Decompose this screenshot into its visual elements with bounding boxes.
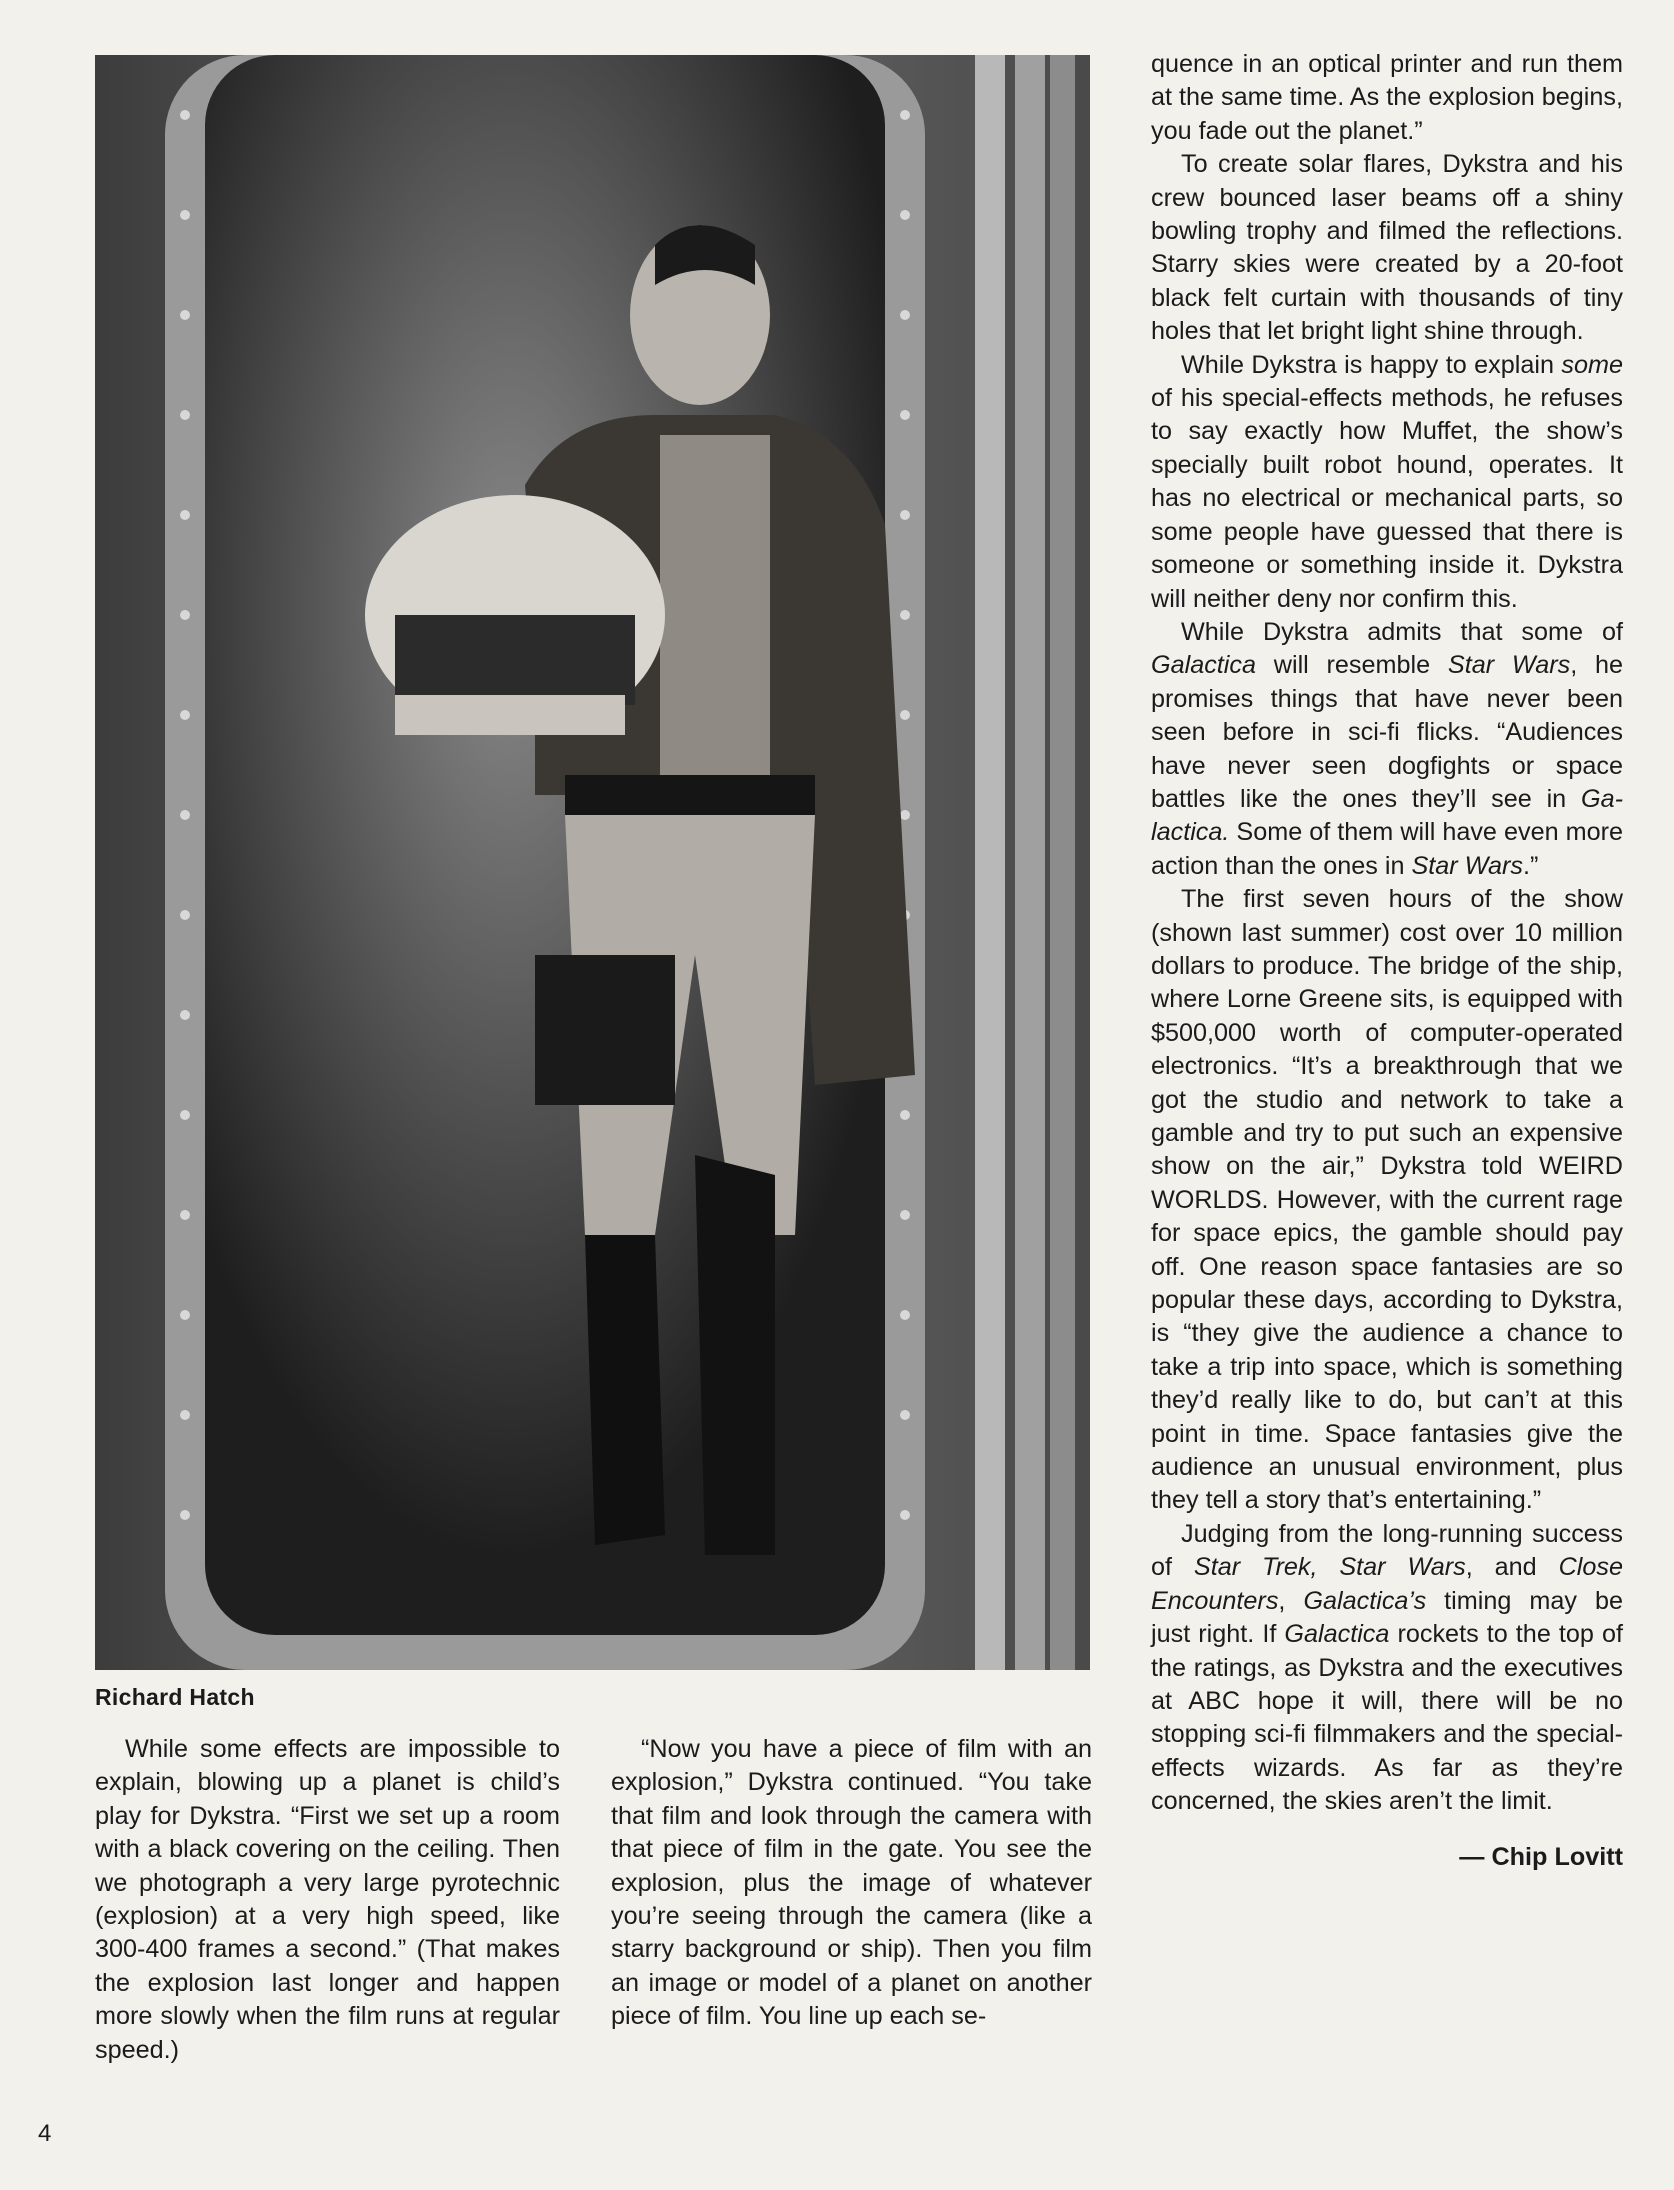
author-signature: — Chip Lovitt (1459, 1842, 1623, 1871)
photo-richard-hatch (95, 55, 1090, 1670)
text-run: , (1278, 1586, 1304, 1615)
text-run: Judging from the long-running success of (1151, 1519, 1623, 1582)
article-column-left (95, 1733, 560, 2067)
photo-caption: Richard Hatch (95, 1684, 255, 1710)
article-column-right (1151, 48, 1623, 1874)
paragraph: The first seven hours of the show (shown last summer) cost over 10 million dollars to produce. The bridge of the ship, where Lorne Greene sits, is equipped with $500,000 worth of computer-operated electronics. “It’s a breakthrough that we got the studio and network to take a gamble and try to put such an expensive show on the air,” Dykstra told WEIRD WORLDS. However, with the current rage for space epics, the gamble should pay off. One reason space fantasies are so popular these days, according to Dykstra, is “they give the audience a chance to take a trip into space, which is something they’d really like to do, but can’t at this point in time. Space fantasies give the audience an unusual environment, plus they tell a story that’s entertaining.” (1151, 885, 1623, 1515)
text-run: , and (1465, 1553, 1559, 1582)
emphasis: Galactica. (1151, 784, 1623, 847)
paragraph: “Now you have a piece of film with an explosion,” Dykstra continued. “You take that film and look through the camera with that piece of film in the gate. You see the explosion, plus the image of whatever you’re seeing through the camera (like a starry background or ship). Then you film an image or model of a planet on another piece of film. You line up each se- (611, 1735, 1092, 2031)
text-run: While Dykstra is happy to explain (1181, 350, 1562, 379)
text-run: timing may be just right. If (1151, 1586, 1623, 1649)
emphasis: Galactica’s (1303, 1586, 1427, 1615)
page-number: 4 (38, 2120, 52, 2147)
text-run: .” (1522, 851, 1539, 880)
text-run: , he promises things that have never been seen before in sci-fi flicks. “Audiences have never seen dogfights or space battles like the ones they’ll see in (1151, 651, 1624, 813)
paragraph (1151, 349, 1623, 616)
article-column-middle (611, 1733, 1092, 2034)
text-run: Some of them will have even more action than the ones in (1151, 818, 1623, 880)
text-run: rockets to the top of the ratings, as Dykstra and the executives at ABC hope it will, there will be no stopping sci-fi filmmakers and the special-effects wizards. As far as they’re concerned, the skies aren’t the limit. (1151, 1620, 1623, 1816)
emphasis: Galactica (1151, 651, 1256, 680)
emphasis: Star Wars (1411, 851, 1523, 880)
emphasis: Star Trek, Star Wars (1193, 1553, 1466, 1582)
emphasis: Close Encounters (1151, 1553, 1623, 1615)
text-run: While Dykstra admits that some of (1181, 617, 1623, 646)
emphasis: some (1561, 350, 1623, 379)
paragraph: quence in an optical printer and run them at the same time. As the explosion begins, you fade out the planet.” (1151, 50, 1623, 145)
text-run: will resemble (1256, 651, 1448, 680)
paragraph: To create solar flares, Dykstra and his crew bounced laser beams off a shiny bowling trophy and filmed the reflections. Starry skies were created by a 20-foot black felt curtain with thousands of tiny holes that let bright light shine through. (1151, 150, 1623, 346)
emphasis: Galactica (1284, 1620, 1390, 1649)
paragraph (1151, 1518, 1623, 1819)
emphasis: Star Wars (1447, 651, 1571, 680)
text-run: of his special-effects methods, he refuses to say exactly how Muffet, the show’s specially built robot hound, operates. It has no electrical or mechanical parts, so some people have guessed that there is someone or something inside it. Dykstra will neither deny nor confirm this. (1151, 384, 1623, 613)
paragraph: While some effects are impossible to explain, blowing up a planet is child’s play for Dykstra. “First we set up a room with a black covering on the ceiling. Then we photograph a very large pyrotechnic (explosion) at a very high speed, like 300-400 frames a second.” (That makes the explosion last longer and happen more slowly when the film runs at regular speed.) (95, 1735, 560, 2064)
paragraph (1151, 616, 1623, 883)
